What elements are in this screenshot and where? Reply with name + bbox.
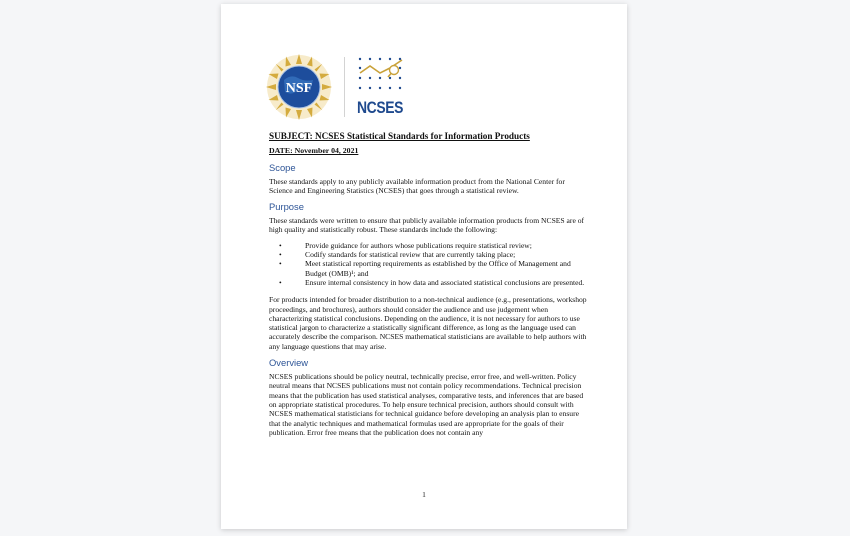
ncses-wordmark: NCSES xyxy=(357,98,403,117)
document-page xyxy=(221,4,627,529)
bullet-icon: • xyxy=(279,240,282,250)
purpose-list xyxy=(269,241,587,287)
list-item: • Codify standards for statistical review that are currently taking place; xyxy=(279,250,516,260)
ncses-chart-icon xyxy=(357,56,413,94)
purpose-followup: For products intended for broader distribution to a non-technical audience (e.g., presentations, workshop proceedings, and brochures), authors should consider the audience and use judgement when characterizing statistical conclusions. Depending on the audience, it is not necessary for authors to use statistical jargon to characterize a statistically significant difference, as long as the language used can accurately describe the comparison. NCSES mathematical statisticians are available to help authors with any language questions that may arise. xyxy=(269,295,587,351)
list-item: • Provide guidance for authors whose publications require statistical review; xyxy=(279,240,532,250)
ncses-logo xyxy=(357,56,413,118)
date-line: DATE: November 04, 2021 xyxy=(269,146,359,156)
purpose-heading: Purpose xyxy=(269,201,304,213)
bullet-icon: • xyxy=(279,250,282,260)
list-item: • Meet statistical reporting requirements as established by the Office of Management and Budget (OMB)¹; and xyxy=(279,259,571,278)
subject-line: SUBJECT: NCSES Statistical Standards for Information Products xyxy=(269,131,530,141)
svg-text:NSF: NSF xyxy=(285,81,313,96)
bullet-icon: • xyxy=(279,259,282,269)
list-item: • Ensure internal consistency in how data and associated statistical conclusions are presented. xyxy=(279,277,585,287)
document-body xyxy=(269,132,587,443)
overview-heading: Overview xyxy=(269,357,309,369)
bullet-icon: • xyxy=(279,277,282,287)
nsf-logo-icon xyxy=(266,54,332,120)
scope-heading: Scope xyxy=(269,161,296,173)
scope-paragraph: These standards apply to any publicly available information product from the National Center for Science and Engineering Statistics (NCSES) that goes through a statistical review. xyxy=(269,176,565,195)
logo-header xyxy=(266,52,413,122)
purpose-intro: These standards were written to ensure that publicly available information products from NCSES are of high quality and statistically robust. These standards include the following: xyxy=(269,216,585,235)
overview-paragraph: NCSES publications should be policy neutral, technically precise, error free, and well-written. Policy neutral means that NCSES publications must not contain policy recommendations. Technical precision means that the publication has used statistical analyses, comparative tests, and inferences that are based on appropriate statistical procedures. To help ensure technical precision, authors should consult with NCSES mathematical statisticians for technical guidance before developing an analysis plan to ensure that the analytic techniques and mathematical formulas used are appropriate for the goals of their publication. Error free means that the publication does not contain any xyxy=(269,372,584,437)
page-number: 1 xyxy=(422,490,426,499)
logo-divider xyxy=(344,57,345,117)
